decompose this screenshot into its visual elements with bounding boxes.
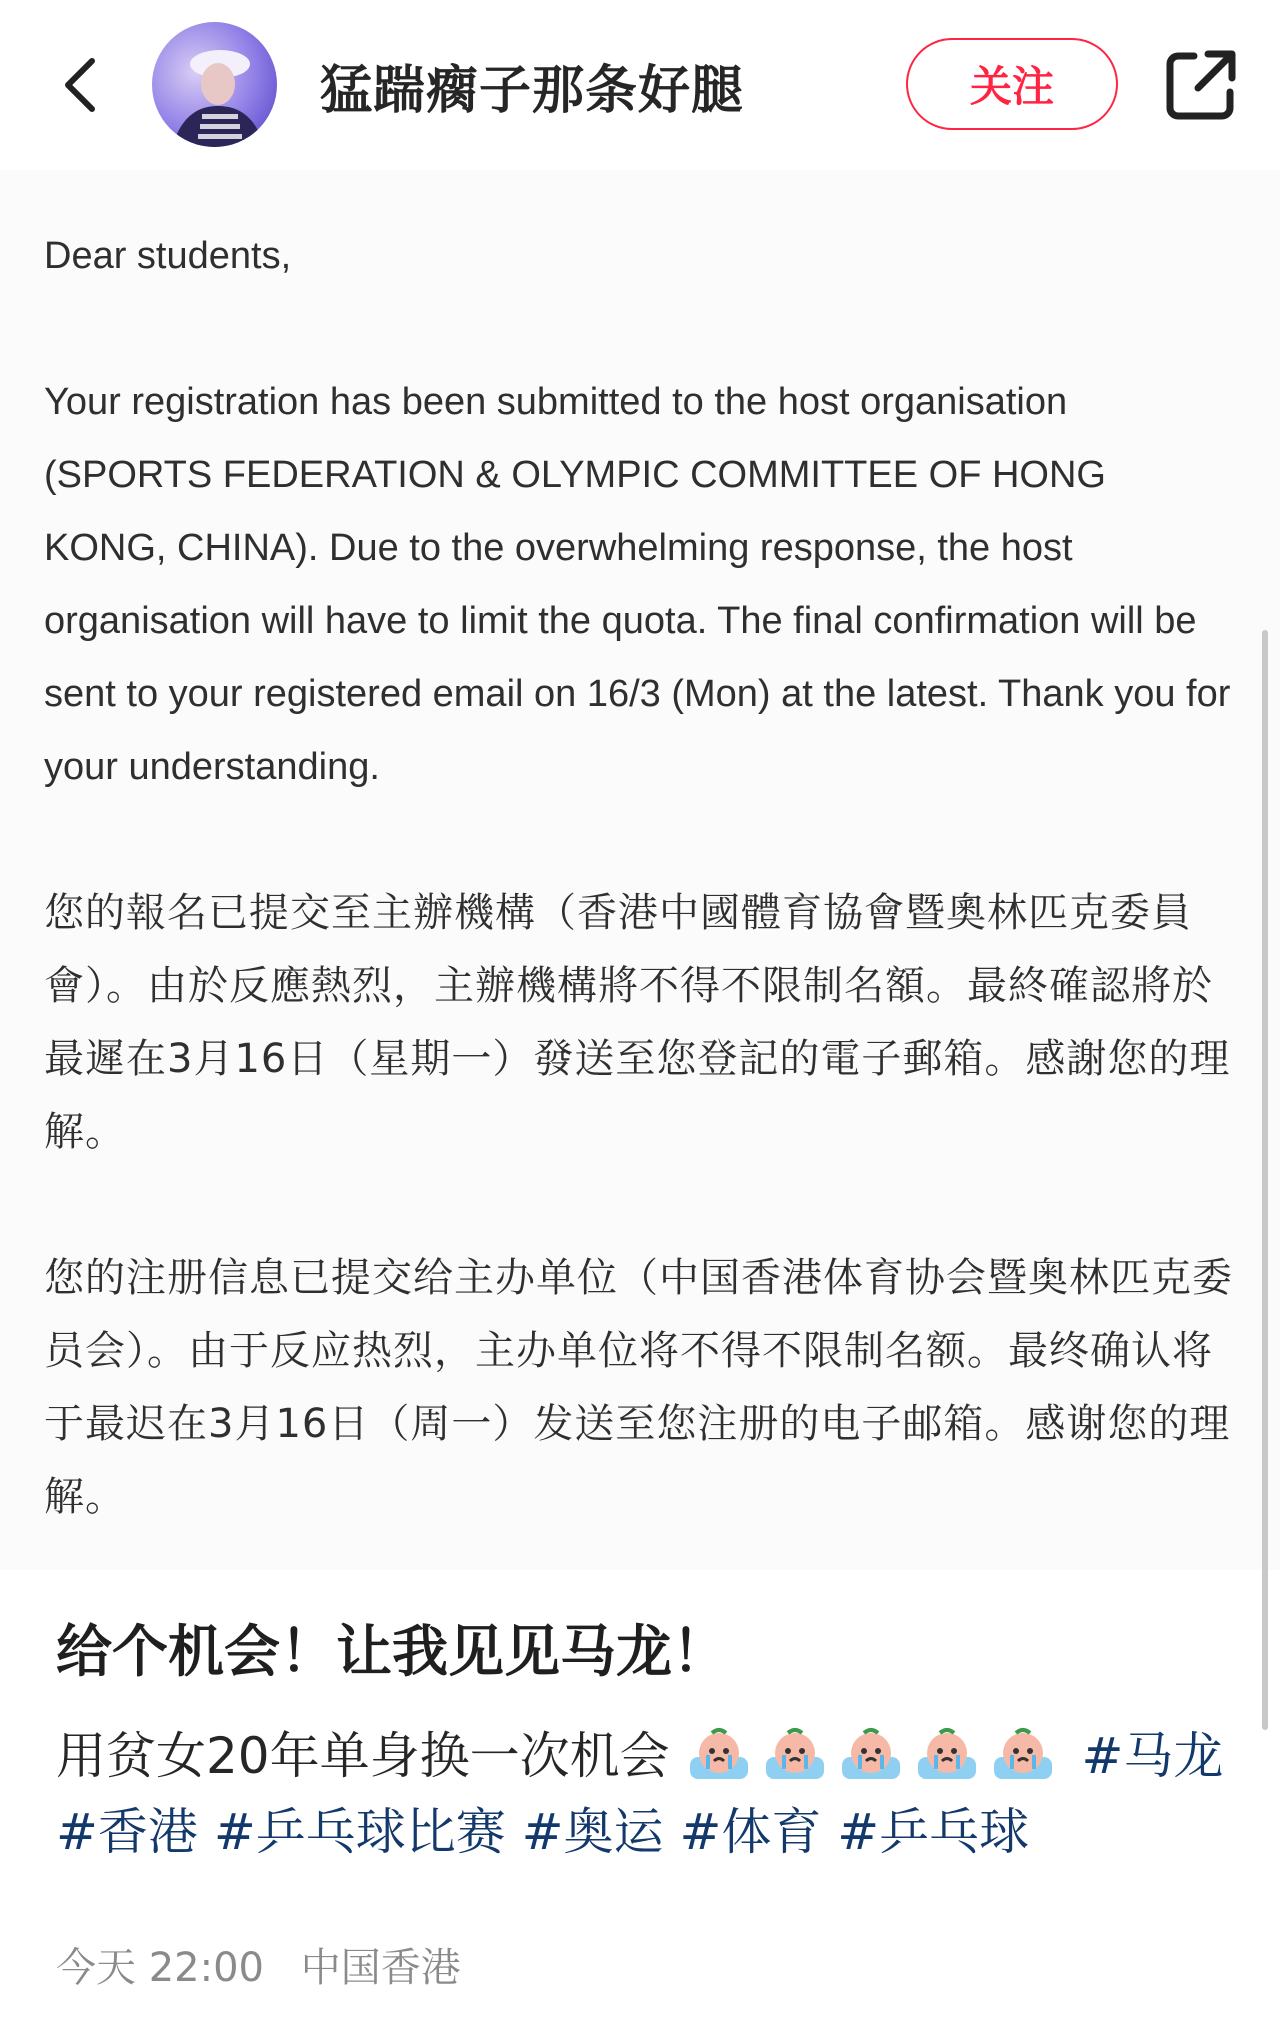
hashtag-link[interactable]: #马龙	[1081, 1727, 1224, 1785]
message-english: Your registration has been submitted to the host organisation (SPORTS FEDERATION & OLYMPIC COMMITTEE OF HONG KONG, CHINA). Due to the overwhelming response, the host organisation will have to limit the quota. The final confirmation will be sent to your registered email on 16/3 (Mon) at the latest. Thank you for your understanding.	[44, 381, 1231, 788]
crying-emoji	[914, 1727, 980, 1783]
hashtag-link[interactable]: #奥运	[521, 1803, 664, 1861]
author-name[interactable]: 猛踹瘸子那条好腿	[320, 61, 745, 121]
caption-text: 用贫女20年单身换一次机会	[56, 1727, 670, 1785]
hashtag-link[interactable]: #乒乓球	[837, 1803, 1030, 1861]
post-meta	[56, 1936, 485, 1993]
avatar-image	[152, 22, 277, 147]
post-location: 中国香港	[300, 1945, 461, 1991]
hashtag-link[interactable]: #体育	[679, 1803, 822, 1861]
scrollbar[interactable]	[1262, 630, 1268, 1730]
share-external-icon	[1160, 44, 1242, 126]
hashtag-link[interactable]: #乒乓球比赛	[213, 1803, 506, 1861]
post-title: 给个机会！让我见见马龙！	[56, 1620, 728, 1685]
crying-emoji	[990, 1727, 1056, 1783]
message-traditional-chinese: 您的報名已提交至主辦機構（香港中國體育協會暨奧林匹克委員會）。由於反應熱烈，主辦機構將不得不限制名額。最終確認將於最遲在3月16日（星期一）發送至您登記的電子郵箱。感謝您的理解。	[44, 890, 1231, 1155]
message-text	[44, 220, 1234, 1607]
emoji-row	[686, 1727, 1066, 1785]
back-button[interactable]	[40, 40, 120, 130]
top-bar	[0, 0, 1280, 170]
post-time: 今天 22:00	[56, 1945, 264, 1991]
chevron-left-icon	[60, 55, 100, 115]
post-caption	[56, 1718, 1236, 1870]
hashtag-link[interactable]: #香港	[56, 1803, 198, 1861]
crying-emoji	[838, 1727, 904, 1783]
crying-emoji	[686, 1727, 752, 1783]
follow-button[interactable]: 关注	[906, 38, 1118, 130]
post-image[interactable]	[0, 170, 1280, 1570]
message-greeting: Dear students,	[44, 235, 292, 277]
crying-emoji	[762, 1727, 828, 1783]
share-button[interactable]	[1160, 44, 1242, 126]
message-simplified-chinese: 您的注册信息已提交给主办单位（中国香港体育协会暨奥林匹克委员会）。由于反应热烈，主办单位将不得不限制名额。最终确认将于最迟在3月16日（周一）发送至您注册的电子邮箱。感谢您的理解。	[44, 1255, 1233, 1520]
avatar[interactable]	[152, 22, 277, 147]
